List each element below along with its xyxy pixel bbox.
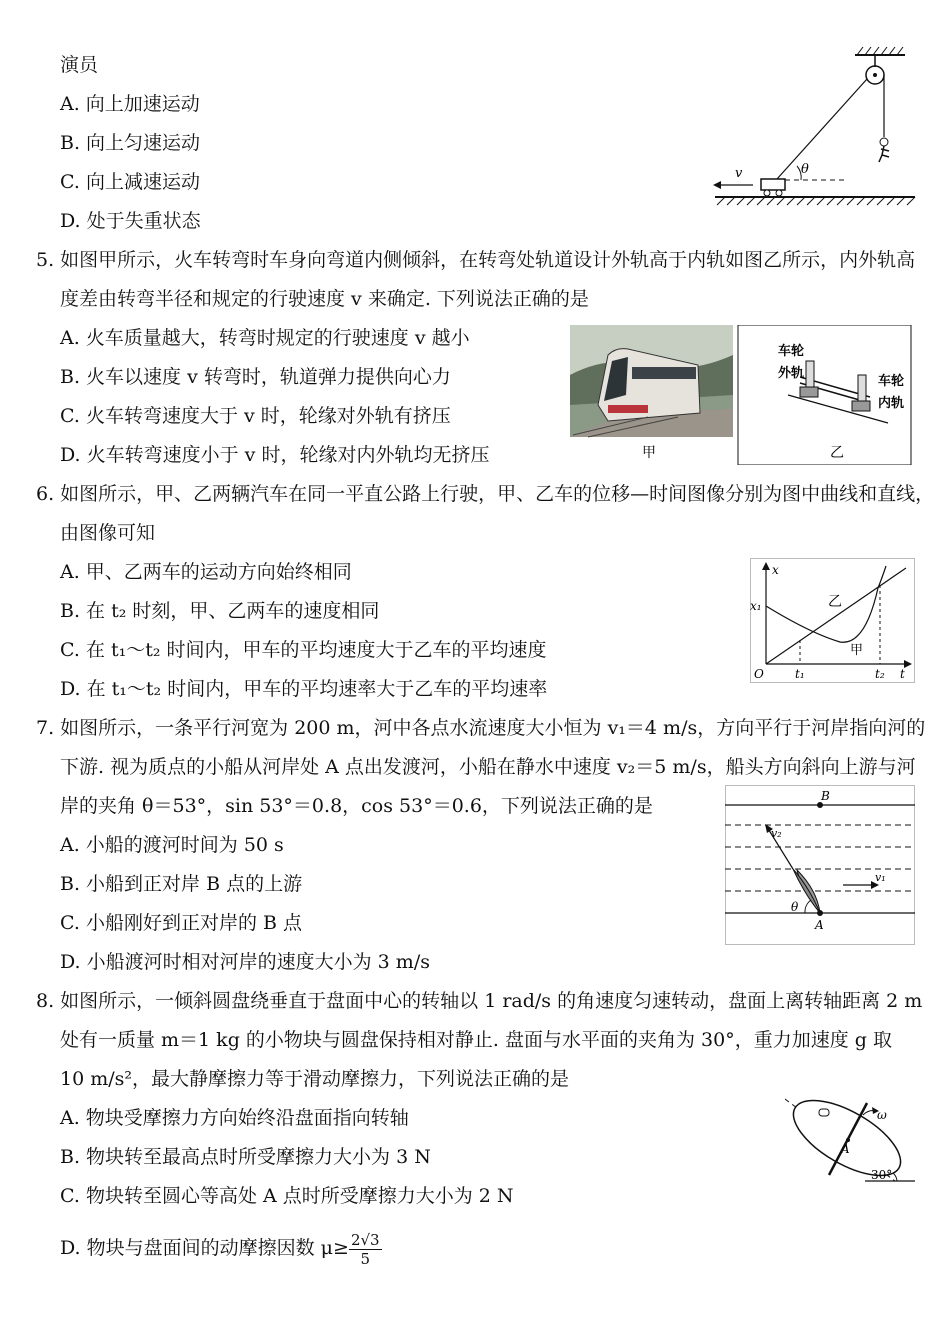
q5-stem-line2: 度差由转弯半径和规定的行驶速度 v 来确定. 下列说法正确的是 (60, 288, 589, 310)
q5-option-d: D. 火车转弯速度小于 v 时，轮缘对内外轨均无挤压 (60, 444, 490, 466)
q6-stem-line2: 由图像可知 (60, 522, 156, 544)
q5-option-a: A. 火车质量越大，转弯时规定的行驶速度 v 越小 (60, 327, 470, 349)
q8-mu-denominator: 5 (360, 1249, 371, 1268)
q8-point-a: A (841, 1142, 850, 1156)
q8-disc-figure (785, 1093, 915, 1188)
q6-xt-graph (750, 558, 915, 683)
q5-option-b: B. 火车以速度 v 转弯时，轨道弹力提供向心力 (60, 366, 451, 388)
q8-option-d-text: D. 物块与盘面间的动摩擦因数 μ≥ (60, 1237, 349, 1259)
q5-outer-rail: 外轨 (778, 366, 805, 381)
q6-t2-label: t₂ (875, 667, 885, 681)
q4-pulley-figure (705, 45, 920, 215)
q6-t1-label: t₁ (795, 667, 805, 681)
q7-stem-line3: 岸的夹角 θ＝53°，sin 53°＝0.8，cos 53°＝0.6，下列说法正确的是 (60, 795, 653, 817)
q7-option-a: A. 小船的渡河时间为 50 s (60, 834, 284, 856)
q6-option-b: B. 在 t₂ 时刻，甲、乙两车的速度相同 (60, 600, 380, 622)
q7-v2-label: v₂ (771, 827, 782, 840)
q5-inner-rail: 内轨 (878, 396, 905, 411)
q8-option-d (60, 1228, 382, 1268)
q8-option-c: C. 物块转至圆心等高处 A 点时所受摩擦力大小为 2 N (60, 1185, 514, 1207)
q4-v-label: v (735, 166, 743, 181)
q5-label-jia: 甲 (642, 445, 656, 461)
q7-stem-line1: 7. 如图所示，一条平行河宽为 200 m，河中各点水流速度大小恒为 v₁＝4 m/s，方向平行于河岸指向河的 (36, 717, 926, 739)
q7-theta-label: θ (791, 900, 799, 914)
q8-stem-line1: 8. 如图所示，一倾斜圆盘绕垂直于盘面中心的转轴以 1 rad/s 的角速度匀速转动，盘面上离转轴距离 2 m (36, 990, 923, 1012)
q8-omega-label: ω (877, 1108, 887, 1122)
q6-option-d: D. 在 t₁～t₂ 时间内，甲车的平均速率大于乙车的平均速率 (60, 678, 548, 700)
q5-wheel-outer: 车轮 (778, 344, 805, 359)
q5-stem-line1: 5. 如图甲所示，火车转弯时车身向弯道内侧倾斜，在转弯处轨道设计外轨高于内轨如图乙所示，内外轨高 (36, 249, 916, 271)
q7-stem-line2: 下游. 视为质点的小船从河岸处 A 点出发渡河，小船在静水中速度 v₂＝5 m/s，船头方向斜向上游与河 (60, 756, 916, 778)
q5-option-c: C. 火车转弯速度大于 v 时，轮缘对外轨有挤压 (60, 405, 451, 427)
q8-option-a: A. 物块受摩擦力方向始终沿盘面指向转轴 (60, 1107, 409, 1129)
q8-angle-label: 30° (871, 1168, 893, 1182)
q7-point-b: B (821, 789, 830, 803)
q8-mu-numerator: 2√3 (350, 1230, 380, 1249)
q5-figure (568, 325, 913, 465)
q4-option-b: B. 向上匀速运动 (60, 132, 201, 154)
q6-origin-label: O (754, 667, 764, 681)
q7-river-figure (725, 785, 915, 945)
q7-option-b: B. 小船到正对岸 B 点的上游 (60, 873, 303, 895)
q7-option-d: D. 小船渡河时相对河岸的速度大小为 3 m/s (60, 951, 430, 973)
q8-option-b: B. 物块转至最高点时所受摩擦力大小为 3 N (60, 1146, 431, 1168)
q8-stem-line3: 10 m/s²，最大静摩擦力等于滑动摩擦力，下列说法正确的是 (60, 1068, 570, 1090)
q6-option-c: C. 在 t₁～t₂ 时间内，甲车的平均速度大于乙车的平均速度 (60, 639, 547, 661)
q4-option-c: C. 向上减速运动 (60, 171, 200, 193)
q4-theta-label: θ (801, 162, 809, 177)
q5-wheel-inner: 车轮 (878, 374, 905, 389)
q7-point-a: A (815, 918, 824, 932)
q4-option-a: A. 向上加速运动 (60, 93, 200, 115)
q6-t-axis-label: t (900, 667, 905, 681)
q6-stem-line1: 6. 如图所示，甲、乙两辆汽车在同一平直公路上行驶，甲、乙车的位移—时间图像分别为图中曲线和直线， (36, 483, 935, 505)
q8-stem-line2: 处有一质量 m＝1 kg 的小物块与圆盘保持相对静止. 盘面与水平面的夹角为 30°，重力加速度 g 取 (60, 1029, 892, 1051)
q4-option-d: D. 处于失重状态 (60, 210, 201, 232)
q7-v1-label: v₁ (875, 871, 886, 884)
q7-option-c: C. 小船刚好到正对岸的 B 点 (60, 912, 302, 934)
q8-mu-fraction (349, 1231, 382, 1268)
q6-x1-label: x₁ (750, 599, 762, 613)
q5-label-yi: 乙 (830, 445, 844, 461)
q6-x-axis-label: x (772, 563, 779, 577)
q4-stem-tail: 演员 (60, 54, 99, 76)
q6-curve-label: 甲 (850, 643, 864, 658)
q6-option-a: A. 甲、乙两车的运动方向始终相同 (60, 561, 352, 583)
q6-line-label: 乙 (828, 594, 842, 610)
